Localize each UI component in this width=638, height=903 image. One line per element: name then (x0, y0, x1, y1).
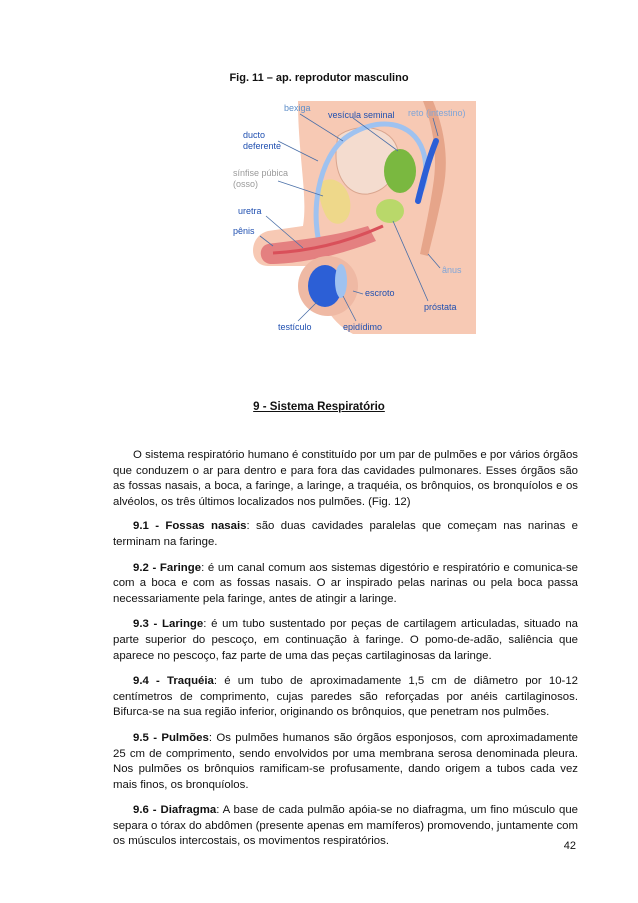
label-escroto: escroto (365, 288, 395, 298)
paragraph-diafragma (113, 803, 578, 850)
label-vesicula-seminal: vesícula seminal (328, 110, 395, 120)
paragraph-faringe (113, 561, 578, 608)
label-uretra: uretra (238, 206, 262, 216)
label-ducto-1: ducto (243, 130, 266, 140)
heading-laringe: 9.3 - Laringe (133, 618, 204, 631)
paragraph-pulmoes (113, 731, 578, 793)
prostate-shape (376, 199, 404, 223)
heading-traqueia: 9.4 - Traquéia (133, 675, 214, 688)
epididymis-shape (335, 264, 347, 298)
paragraph-fossas-nasais (113, 519, 578, 550)
section-title: 9 - Sistema Respiratório (253, 401, 385, 413)
reproductive-system-figure (228, 96, 476, 346)
heading-diafragma: 9.6 - Diafragma (133, 804, 217, 817)
body-text (113, 448, 578, 860)
text-diafragma: : A base de cada pulmão apóia-se no diafragma, um fino músculo que separa o tórax do abdômen (presente apenas em mamíferos) promovendo, juntamente com os músculos intercostais, os movimentos respiratórios. (113, 804, 578, 848)
label-reto: reto (intestino) (408, 108, 466, 118)
paragraph-traqueia (113, 674, 578, 721)
label-sinfise-2: (osso) (233, 179, 259, 189)
reproductive-system-illustration (228, 96, 476, 346)
label-anus: ânus (442, 265, 462, 275)
label-prostata: próstata (424, 302, 457, 312)
text-traqueia: : é um tubo de aproximadamente 1,5 cm de diâmetro por 10-12 centímetros de comprimento, cujas paredes são reforçadas por anéis cartilaginosos. Bifurca-se na sua região inferior, originando os brônquios, que penetram nos pulmões. (113, 675, 578, 719)
label-ducto-2: deferente (243, 141, 282, 151)
seminal-vesicle-shape (384, 149, 416, 193)
paragraph-laringe (113, 617, 578, 664)
label-epididimo: epidídimo (343, 322, 383, 332)
text-fossas-nasais: : são duas cavidades paralelas que começam nas narinas e terminam na faringe. (113, 520, 578, 548)
label-bexiga: bexiga (284, 103, 311, 113)
text-faringe: : é um canal comum aos sistemas digestório e respiratório e comunica-se com a boca e com as fossas nasais. O ar inspirado pelas narinas ou pela boca passa necessariamente pela faringe, antes de atingir a laringe. (113, 561, 578, 605)
heading-pulmoes: 9.5 - Pulmões (133, 731, 209, 744)
text-pulmoes: : Os pulmões humanos são órgãos esponjosos, com aproximadamente 25 cm de comprimento, sendo envolvidos por uma membrana serosa denominada pleura. Nos pulmões os brônquios ramificam-se profusamente, dando origem a tubos cada vez mais finos, os bronquíolos. (113, 731, 578, 791)
label-testiculo: testículo (278, 322, 312, 332)
text-laringe: : é um tubo sustentado por peças de cartilagem articuladas, situado na parte superior do pescoço, em continuação à faringe. O pomo-de-adão, saliência que aparece no pescoço, faz parte de uma das peças cartilaginosas da laringe. (113, 618, 578, 662)
heading-fossas-nasais: 9.1 - Fossas nasais (133, 520, 247, 533)
figure-caption: Fig. 11 – ap. reprodutor masculino (229, 72, 409, 84)
label-penis: pênis (233, 226, 255, 236)
intro-paragraph: O sistema respiratório humano é constituído por um par de pulmões e por vários órgãos que conduzem o ar para dentro e para fora das cavidades pulmonares. Esses órgãos são as fossas nasais, a boca, a faringe, a laringe, a traquéia, os brônquios, os bronquíolos e os alvéolos, os três últimos localizados nos pulmões. (Fig. 12) (113, 449, 578, 508)
page-number: 42 (563, 840, 576, 852)
heading-faringe: 9.2 - Faringe (133, 561, 202, 574)
label-sinfise-1: sínfise púbica (233, 168, 289, 178)
